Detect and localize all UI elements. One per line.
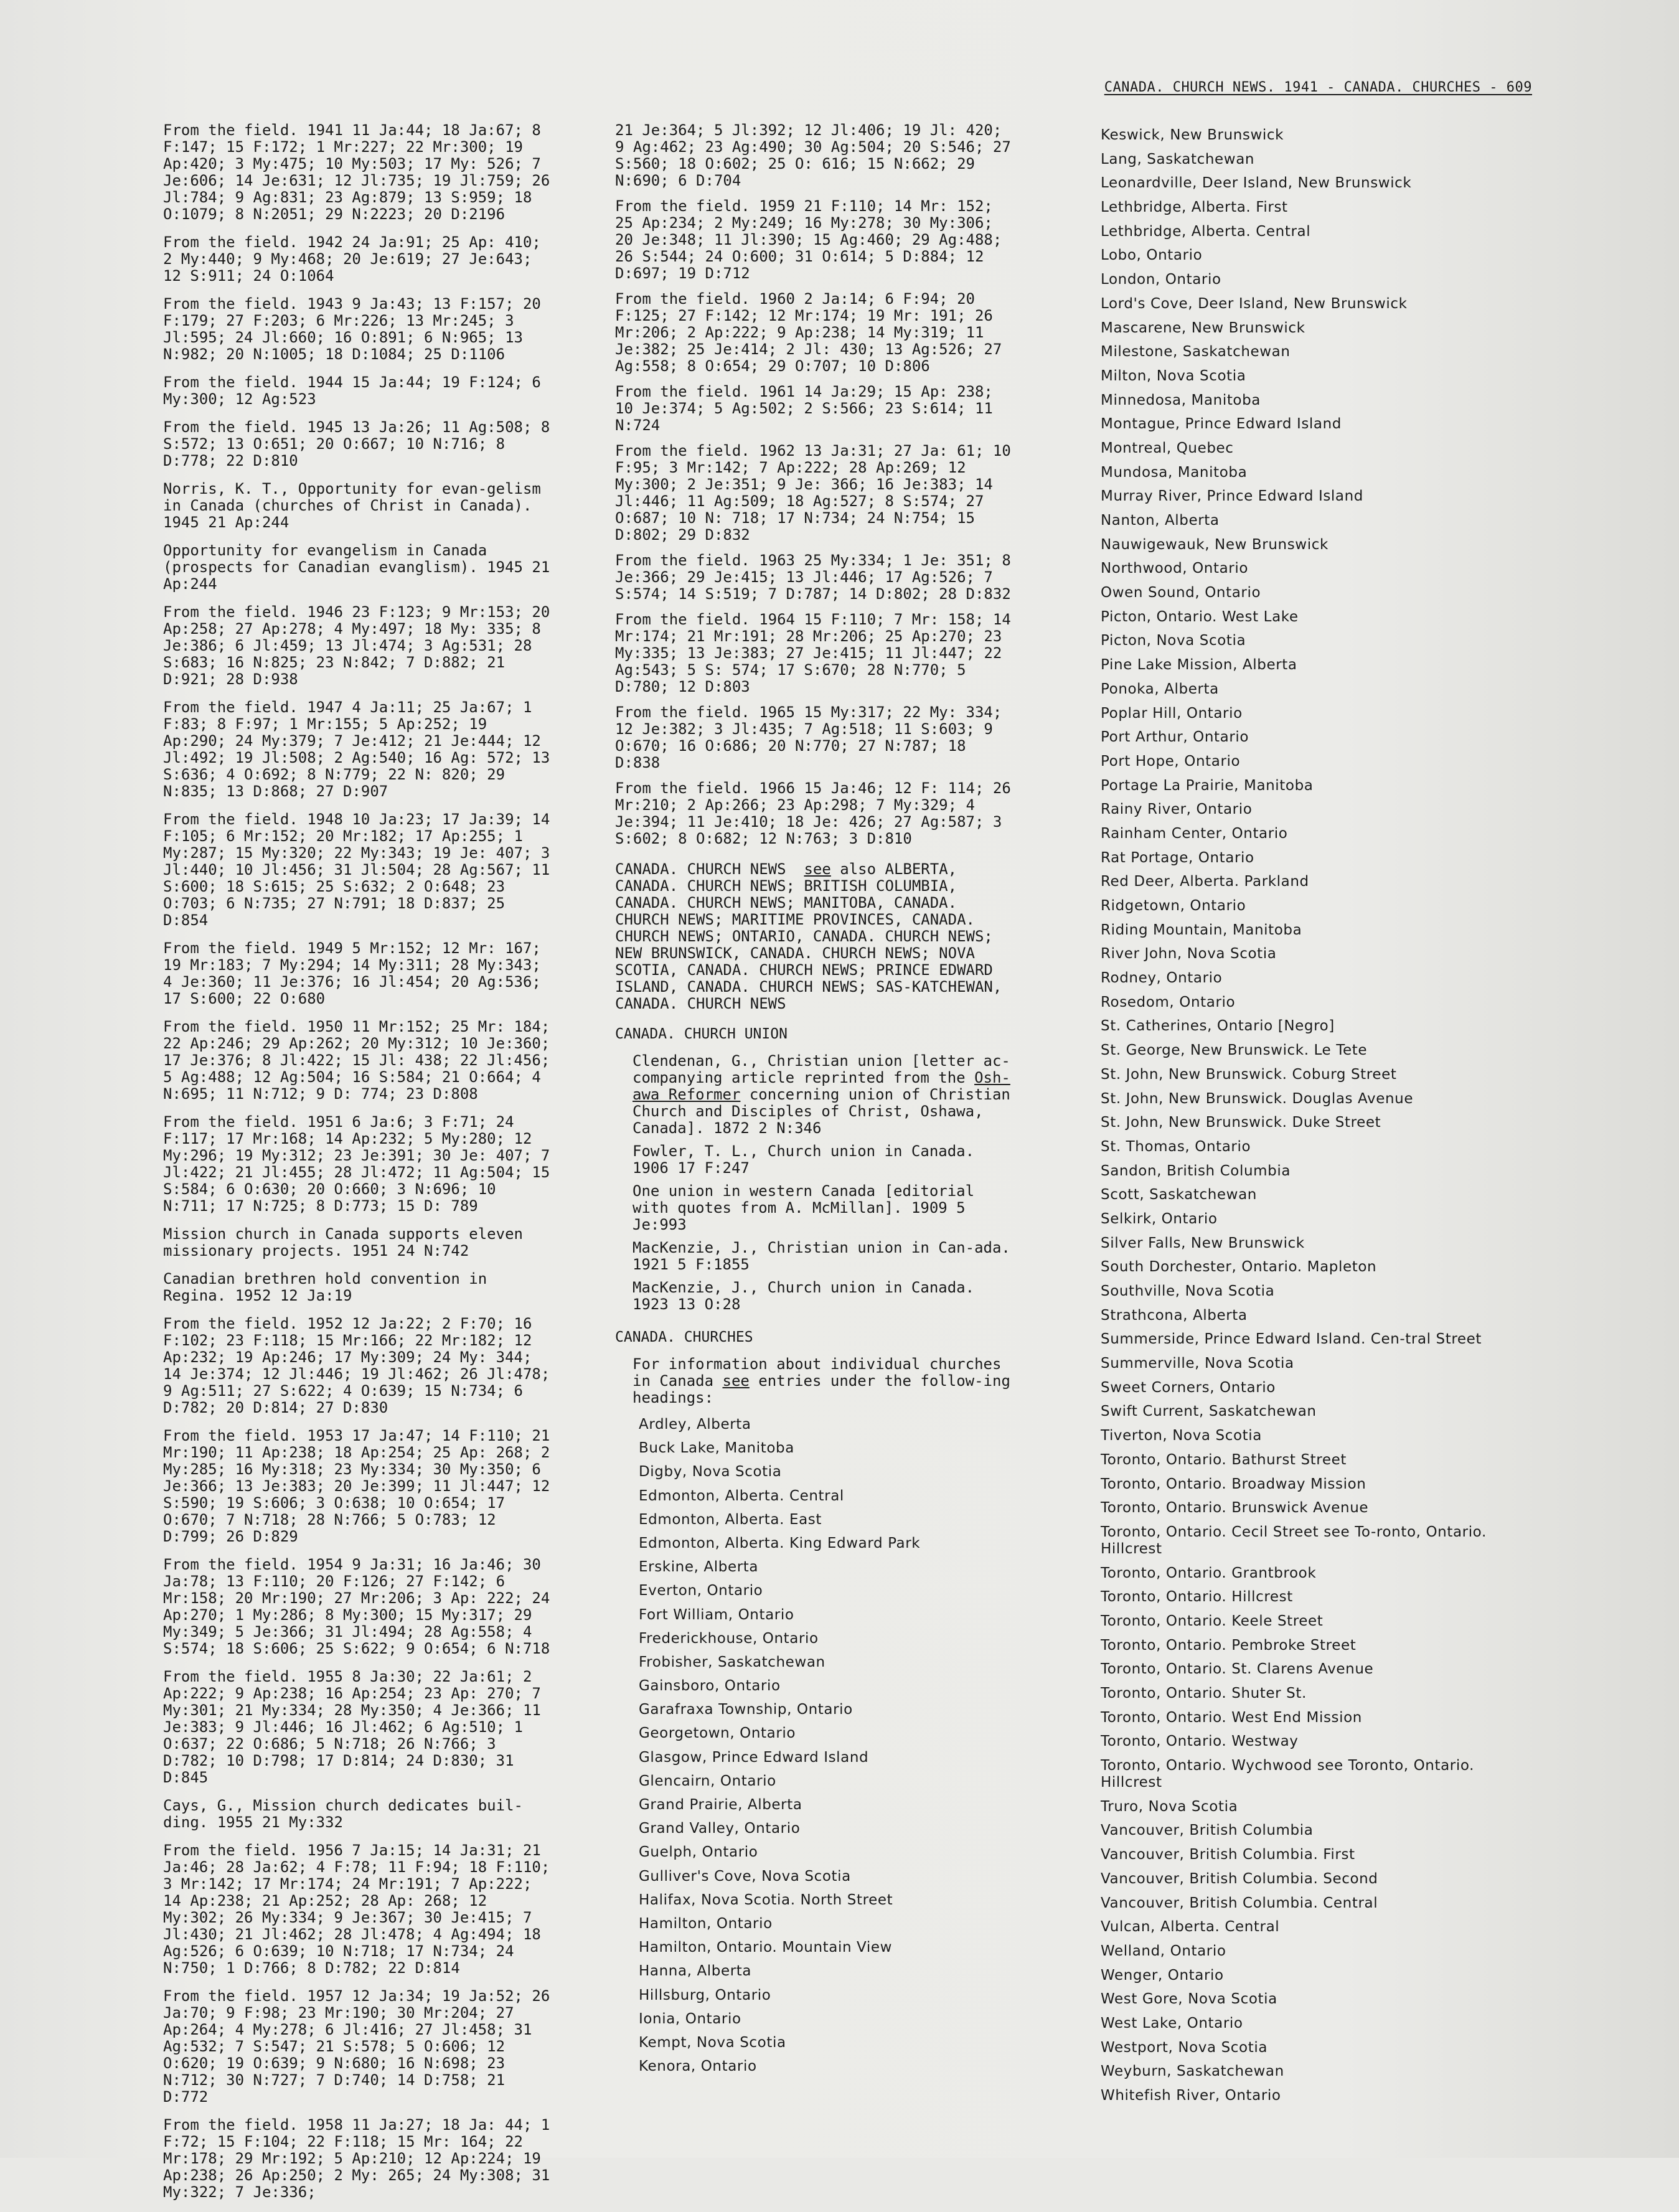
church-list-item[interactable]: Edmonton, Alberta. Central (639, 1487, 844, 1504)
church-list-item[interactable]: London, Ontario (1101, 271, 1221, 288)
index-entry: From the field. 1947 4 Ja:11; 25 Ja:67; 1 F:83; 8 F:97; 1 Mr:155; 5 Ap:252; 19 Ap:290; 24 My:379; 7 Je:412; 21 Je:444; 12 Jl:492; 19 Jl:508; 2 Ag:540; 16 Ag: 572; 13 S:636; 4 O:692; 8 N:779; 22 N: 820; 29 N:835; 13 D:868; 27 D:907 (163, 699, 559, 800)
church-list-item[interactable]: Vancouver, British Columbia. First (1101, 1847, 1355, 1863)
church-list-item[interactable]: Erskine, Alberta (639, 1559, 759, 1576)
church-list-item[interactable]: St. Catherines, Ontario [Negro] (1101, 1018, 1335, 1035)
church-list-item[interactable]: Mundosa, Manitoba (1101, 464, 1248, 481)
intro-text: For information about individual churches in Canada (633, 1355, 1010, 1390)
church-list-item[interactable]: Gainsboro, Ontario (639, 1678, 781, 1695)
church-list-item[interactable]: Rainham Center, Ontario (1101, 825, 1288, 842)
index-entry: From the field. 1945 13 Ja:26; 11 Ag:508; 8 S:572; 13 O:651; 20 O:667; 10 N:716; 8 D:778; 22 D:810 (163, 418, 559, 469)
church-list-item[interactable]: Whitefish River, Ontario (1101, 2087, 1281, 2104)
index-entry: Norris, K. T., Opportunity for evan-gelism in Canada (churches of Christ in Canada). 1945 21 Ap:244 (163, 480, 550, 531)
church-list-item[interactable]: St. George, New Brunswick. Le Tete (1101, 1042, 1368, 1059)
union-entry: One union in western Canada [editorial with quotes from A. McMillan]. 1909 5 Je:993 (633, 1182, 984, 1233)
index-entry: From the field. 1958 11 Ja:27; 18 Ja: 44; 1 F:72; 15 F:104; 22 F:118; 15 Mr: 164; 22 Mr:178; 29 Mr:192; 5 Ap:210; 12 Ap:224; 19 Ap:238; 26 Ap:250; 2 My: 265; 24 My:308; 31 My:322; 7 Je:336; (163, 2116, 559, 2201)
church-list-item[interactable]: Hanna, Alberta (639, 1963, 752, 1980)
church-list-item[interactable]: Pine Lake Mission, Alberta (1101, 657, 1297, 674)
church-list-item[interactable]: Portage La Prairie, Manitoba (1101, 777, 1314, 794)
publication-title: Osh-awa Reformer (633, 1069, 1010, 1103)
church-list-item[interactable]: Guelph, Ontario (639, 1844, 758, 1861)
section-churches: CANADA. CHURCHES (615, 1329, 753, 1345)
church-list-item[interactable]: Swift Current, Saskatchewan (1101, 1403, 1317, 1420)
index-entry: From the field. 1946 23 F:123; 9 Mr:153; 20 Ap:258; 27 Ap:278; 4 My:497; 18 My: 335; 8 Je:386; 6 Jl:459; 13 Jl:474; 3 Ag:531; 28 S:683; 16 N:825; 23 N:842; 7 D:882; 21 D:921; 28 D:938 (163, 603, 559, 688)
church-list-item[interactable]: Mascarene, New Brunswick (1101, 319, 1305, 336)
church-list-item[interactable]: Port Arthur, Ontario (1101, 729, 1249, 746)
see-also-text: also ALBERTA, CANADA. CHURCH NEWS; BRITISH COLUMBIA, CANADA. CHURCH NEWS; MANITOBA, CANADA. CHURCH NEWS; MARITIME PROVINCES, CANADA. CHURCH NEWS; ONTARIO, CANADA. CHURCH NEWS; NEW BRUNSWICK, CANADA. CHURCH NEWS; NOVA SCOTIA, CANADA. CHURCH NEWS; PRINCE EDWARD ISLAND, CANADA. CHURCH NEWS; SAS-KATCHEWAN, CANADA. CHURCH NEWS (615, 860, 1011, 1012)
column-middle (615, 121, 1020, 2081)
index-entry: Cays, G., Mission church dedicates buil-ding. 1955 21 My:332 (163, 1797, 523, 1831)
church-list-item[interactable]: Edmonton, Alberta. East (639, 1511, 822, 1528)
union-entry-text: concerning union of Christian Church and Disciples of Christ, Oshawa, Canada]. 1872 2 N:346 (633, 1086, 1020, 1137)
church-list-item[interactable]: St. John, New Brunswick. Coburg Street (1101, 1066, 1397, 1083)
church-list-item[interactable]: Poplar Hill, Ontario (1101, 705, 1243, 722)
index-entry: From the field. 1948 10 Ja:23; 17 Ja:39; 14 F:105; 6 Mr:152; 20 Mr:182; 17 Ap:255; 1 My:287; 15 My:320; 22 My:343; 19 Je: 407; 3 Jl:440; 10 Jl:456; 31 Jl:504; 28 Ag:567; 11 S:600; 18 S:615; 25 S:632; 2 O:648; 23 O:703; 6 N:735; 27 N:791; 18 D:837; 25 D:854 (163, 811, 559, 929)
church-list-item[interactable]: Frederickhouse, Ontario (639, 1630, 819, 1647)
church-list-item[interactable]: Toronto, Ontario. West End Mission (1101, 1709, 1362, 1726)
index-entry: From the field. 1962 13 Ja:31; 27 Ja: 61; 10 F:95; 3 Mr:142; 7 Ap:222; 28 Ap:269; 12 My:300; 2 Je:351; 9 Je: 366; 16 Je:383; 14 Jl:446; 11 Ag:509; 18 Ag:527; 8 S:574; 27 O:687; 10 N: 718; 17 N:734; 24 N:754; 15 D:802; 29 D:832 (615, 442, 1020, 544)
church-news-continued (615, 121, 1020, 847)
union-entry: Fowler, T. L., Church union in Canada. 1906 17 F:247 (633, 1142, 984, 1177)
church-list-item[interactable]: Georgetown, Ontario (639, 1725, 796, 1742)
index-entry: Opportunity for evangelism in Canada (prospects for Canadian evanglism). 1945 21 Ap:244 (163, 542, 559, 593)
church-list-item[interactable]: Garafraxa Township, Ontario (639, 1701, 853, 1718)
church-list-item[interactable]: Welland, Ontario (1101, 1942, 1226, 1959)
index-entry: From the field. 1959 21 F:110; 14 Mr: 152; 25 Ap:234; 2 My:249; 16 My:278; 30 My:306; 20 Je:348; 11 Jl:390; 15 Ag:460; 29 Ag:488; 26 S:544; 24 O:600; 31 O:614; 5 D:884; 12 D:697; 19 D:712 (615, 197, 1011, 282)
index-entry: From the field. 1963 25 My:334; 1 Je: 351; 8 Je:366; 29 Je:415; 13 Jl:446; 17 Ag:526; 7 S:574; 14 S:519; 7 D:787; 14 D:802; 28 D:832 (615, 552, 1020, 603)
church-list-item[interactable]: Toronto, Ontario. Hillcrest (1101, 1589, 1293, 1606)
church-list-item[interactable]: Keswick, New Brunswick (1101, 127, 1284, 143)
church-list-item[interactable]: Milestone, Saskatchewan (1101, 344, 1291, 360)
church-list-item[interactable]: Red Deer, Alberta. Parkland (1101, 873, 1309, 890)
church-list-item[interactable]: Rat Portage, Ontario (1101, 849, 1254, 866)
index-entry: From the field. 1956 7 Ja:15; 14 Ja:31; 21 Ja:46; 28 Ja:62; 4 F:78; 11 F:94; 18 F:110; 3 Mr:142; 17 Mr:174; 24 Mr:191; 7 Ap:222; 14 Ap:238; 21 Ap:252; 28 Ap: 268; 12 My:302; 26 My:334; 9 Je:367; 30 Je:415; 7 Jl:430; 21 Jl:462; 28 Jl:478; 4 Ag:494; 18 Ag:526; 6 O:639; 10 N:718; 17 N:734; 24 N:750; 1 D:766; 8 D:782; 22 D:814 (163, 1842, 559, 1977)
church-list-item[interactable]: Nauwigewauk, New Brunswick (1101, 536, 1329, 553)
church-list-item[interactable]: St. Thomas, Ontario (1101, 1138, 1251, 1155)
church-list-item[interactable]: Toronto, Ontario. Brunswick Avenue (1101, 1500, 1369, 1517)
church-list-item[interactable]: Rodney, Ontario (1101, 970, 1223, 987)
church-list-item[interactable]: Ponoka, Alberta (1101, 680, 1219, 697)
church-list-item[interactable]: Hamilton, Ontario. Mountain View (639, 1939, 893, 1956)
union-entry (633, 1052, 1020, 1137)
church-list-item[interactable]: Montreal, Quebec (1101, 440, 1234, 456)
index-entry: From the field. 1955 8 Ja:30; 22 Ja:61; 2 Ap:222; 9 Ap:238; 16 Ap:254; 23 Ap: 270; 7 My:301; 21 My:334; 28 My:350; 4 Je:366; 11 Je:383; 9 Jl:446; 16 Jl:462; 6 Ag:510; 1 O:637; 22 O:686; 5 N:718; 26 N:766; 3 D:782; 10 D:798; 17 D:814; 24 D:830; 31 D:845 (163, 1668, 550, 1786)
church-list-item[interactable]: River John, Nova Scotia (1101, 946, 1277, 962)
church-list-item[interactable]: Grand Prairie, Alberta (639, 1797, 802, 1813)
church-list-item[interactable]: Rainy River, Ontario (1101, 801, 1253, 818)
church-list-item[interactable]: Edmonton, Alberta. King Edward Park (639, 1535, 921, 1551)
church-list-item[interactable]: Lord's Cove, Deer Island, New Brunswick (1101, 295, 1408, 312)
church-list-item[interactable]: Summerside, Prince Edward Island. Cen-tral Street (1101, 1331, 1482, 1348)
church-list-item[interactable]: Picton, Nova Scotia (1101, 633, 1246, 649)
church-list-item[interactable]: Toronto, Ontario. Wychwood see Toronto, Ontario. Hillcrest (1101, 1758, 1475, 1791)
church-list-item[interactable]: Toronto, Ontario. Keele Street (1101, 1612, 1324, 1629)
church-list-item[interactable]: Toronto, Ontario. Shuter St. (1101, 1685, 1307, 1701)
index-entry: From the field. 1964 15 F:110; 7 Mr: 158; 14 Mr:174; 21 Mr:191; 28 Mr:206; 25 Ap:270; 23 My:335; 13 Je:383; 27 Je:415; 11 Jl:447; 22 Ag:543; 5 S: 574; 17 S:670; 28 N:770; 5 D:780; 12 D:803 (615, 611, 1020, 695)
index-entry: From the field. 1949 5 Mr:152; 12 Mr: 167; 19 Mr:183; 7 My:294; 14 My:311; 28 My:343; 4 Je:360; 11 Je:376; 16 Jl:454; 20 Ag:536; 17 S:600; 22 O:680 (163, 939, 550, 1007)
church-list-item[interactable]: Minnedosa, Manitoba (1101, 392, 1261, 408)
church-list-item[interactable]: Wenger, Ontario (1101, 1967, 1224, 1984)
church-list-item[interactable]: Murray River, Prince Edward Island (1101, 488, 1363, 505)
church-list-item[interactable]: Vancouver, British Columbia. Second (1101, 1870, 1378, 1887)
church-list-item[interactable]: Ridgetown, Ontario (1101, 898, 1246, 914)
church-list-item[interactable]: Vancouver, British Columbia. Central (1101, 1894, 1378, 1911)
church-list-item[interactable]: Port Hope, Ontario (1101, 753, 1241, 769)
church-list-item[interactable]: Kenora, Ontario (639, 2058, 757, 2075)
church-list-item[interactable]: Lethbridge, Alberta. First (1101, 199, 1288, 216)
see-also-head: CANADA. CHURCH NEWS (615, 860, 786, 878)
church-list-item[interactable]: Picton, Ontario. West Lake (1101, 608, 1299, 625)
index-entry: From the field. 1951 6 Ja:6; 3 F:71; 24 F:117; 17 Mr:168; 14 Ap:232; 5 My:280; 12 My:296; 19 My:312; 23 Je:391; 30 Je: 407; 7 Jl:422; 21 Jl:455; 28 Jl:472; 11 Ag:504; 15 S:584; 6 O:630; 20 O:660; 3 N:696; 10 N:711; 17 N:725; 8 D:773; 15 D: 789 (163, 1113, 559, 1215)
index-entry: From the field. 1942 24 Ja:91; 25 Ap: 410; 2 My:440; 9 My:468; 20 Je:619; 27 Je:643; 12 S:911; 24 O:1064 (163, 233, 550, 285)
index-entry: From the field. 1961 14 Ja:29; 15 Ap: 238; 10 Je:374; 5 Ag:502; 2 S:566; 23 S:614; 11 N:724 (615, 383, 1002, 434)
churches-intro-text (633, 1355, 1020, 1406)
index-entry: From the field. 1953 17 Ja:47; 14 F:110; 21 Mr:190; 11 Ap:238; 18 Ap:254; 25 Ap: 268; 2 My:285; 16 My:318; 23 My:334; 30 My:350; 6 Je:366; 13 Je:383; 20 Je:399; 11 Jl:447; 12 S:590; 19 S:606; 3 O:638; 10 O:654; 17 O:670; 7 N:718; 28 N:766; 5 O:783; 12 D:799; 26 D:829 (163, 1427, 559, 1545)
church-list-item[interactable]: Southville, Nova Scotia (1101, 1283, 1275, 1299)
church-list-item[interactable]: Hamilton, Ontario (639, 1915, 773, 1932)
index-entry: From the field. 1960 2 Ja:14; 6 F:94; 20 F:125; 27 F:142; 12 Mr:174; 19 Mr: 191; 26 Mr:206; 2 Ap:222; 9 Ap:238; 14 My:319; 11 Je:382; 25 Je:414; 2 Jl: 430; 13 Ag:526; 27 Ag:558; 8 O:654; 29 O:707; 10 D:806 (615, 290, 1011, 375)
church-list-item[interactable]: Weyburn, Saskatchewan (1101, 2063, 1284, 2080)
index-entry: From the field. 1965 15 My:317; 22 My: 334; 12 Je:382; 3 Jl:435; 7 Ag:518; 11 S:603; 9 O:670; 16 O:686; 20 N:770; 27 N:787; 18 D:838 (615, 704, 1011, 771)
index-entry: From the field. 1943 9 Ja:43; 13 F:157; 20 F:179; 27 F:203; 6 Mr:226; 13 Mr:245; 3 Jl:595; 24 Jl:660; 16 O:891; 6 N:965; 13 N:982; 20 N:1005; 18 D:1084; 25 D:1106 (163, 295, 550, 363)
union-entry-text: Clendenan, G., Christian union [letter ac-companying article reprinted from the (633, 1052, 1010, 1086)
church-list-item[interactable]: Toronto, Ontario. Grantbrook (1101, 1565, 1317, 1581)
church-list-item[interactable]: Nanton, Alberta (1101, 512, 1220, 529)
index-entry: From the field. 1954 9 Ja:31; 16 Ja:46; 30 Ja:78; 13 F:110; 20 F:126; 27 F:142; 6 Mr:158; 20 Mr:190; 27 Mr:206; 3 Ap: 222; 24 Ap:270; 1 My:286; 8 My:300; 15 My:317; 29 My:349; 5 Je:366; 31 Jl:494; 28 Ag:558; 4 S:574; 18 S:606; 25 S:622; 9 O:654; 6 N:718 (163, 1556, 559, 1657)
section-church-union: CANADA. CHURCH UNION (615, 1026, 788, 1042)
church-list-item[interactable]: Lobo, Ontario (1101, 247, 1203, 264)
church-list-item[interactable]: Toronto, Ontario. Pembroke Street (1101, 1637, 1357, 1654)
church-list-item[interactable]: Scott, Saskatchewan (1101, 1187, 1257, 1203)
church-list-item[interactable]: Frobisher, Saskatchewan (639, 1654, 825, 1670)
index-entry: Mission church in Canada supports eleven missionary projects. 1951 24 N:742 (163, 1225, 532, 1259)
church-union-entries (615, 1052, 1020, 1313)
see-also-entry (615, 861, 1015, 1012)
church-list-item[interactable]: Truro, Nova Scotia (1101, 1798, 1238, 1815)
church-list-item[interactable]: Lang, Saskatchewan (1101, 151, 1255, 167)
church-list-item[interactable]: Everton, Ontario (639, 1583, 763, 1599)
index-entry: Canadian brethren hold convention in Regina. 1952 12 Ja:19 (163, 1270, 496, 1304)
church-list-item[interactable]: Ionia, Ontario (639, 2010, 741, 2027)
church-list-item[interactable]: Toronto, Ontario. Broadway Mission (1101, 1475, 1366, 1492)
church-list-item[interactable]: Rosedom, Ontario (1101, 994, 1236, 1010)
church-list-item[interactable]: Westport, Nova Scotia (1101, 2039, 1268, 2056)
church-list-item[interactable]: Summerville, Nova Scotia (1101, 1355, 1294, 1372)
church-list-item[interactable]: Riding Mountain, Manitoba (1101, 921, 1302, 938)
church-list-item[interactable]: South Dorchester, Ontario. Mapleton (1101, 1259, 1377, 1276)
index-entry: From the field. 1941 11 Ja:44; 18 Ja:67; 8 F:147; 15 F:172; 1 Mr:227; 22 Mr:300; 19 Ap:420; 3 My:475; 10 My:503; 17 My: 526; 7 Je:606; 14 Je:631; 12 Jl:735; 19 Jl:759; 26 Jl:784; 9 Ag:831; 23 Ag:879; 13 S:959; 18 O:1079; 8 N:2051; 29 N:2223; 20 D:2196 (163, 121, 559, 223)
church-list-item[interactable]: Grand Valley, Ontario (639, 1820, 801, 1837)
union-entries-list (633, 1142, 1020, 1313)
church-list-item[interactable]: Gulliver's Cove, Nova Scotia (639, 1868, 851, 1885)
church-list-item[interactable]: Glasgow, Prince Edward Island (639, 1749, 869, 1766)
index-entry: From the field. 1966 15 Ja:46; 12 F: 114; 26 Mr:210; 2 Ap:266; 23 Ap:298; 7 My:329; 4 Je:394; 11 Je:410; 18 Je: 426; 27 Ag:587; 3 S:602; 8 O:682; 12 N:763; 3 D:810 (615, 779, 1020, 847)
index-entry: From the field. 1952 12 Ja:22; 2 F:70; 16 F:102; 23 F:118; 15 Mr:166; 22 Mr:182; 12 Ap:232; 19 Ap:246; 17 My:309; 24 My: 344; 14 Je:374; 12 Jl:446; 19 Jl:462; 26 Jl:478; 9 Ag:511; 27 S:622; 4 O:639; 15 N:734; 6 D:782; 20 D:814; 27 D:830 (163, 1315, 559, 1416)
church-list-item[interactable]: Northwood, Ontario (1101, 560, 1249, 577)
column-left (163, 122, 557, 2212)
union-entry: MacKenzie, J., Christian union in Can-ada. 1921 5 F:1855 (633, 1239, 1020, 1273)
church-list-item[interactable]: Montague, Prince Edward Island (1101, 416, 1342, 433)
church-list-item[interactable]: Ardley, Alberta (639, 1416, 751, 1433)
church-list-item[interactable]: St. John, New Brunswick. Douglas Avenue (1101, 1090, 1414, 1107)
church-list-item[interactable]: Toronto, Ontario. Cecil Street see To-ronto, Ontario. Hillcrest (1101, 1523, 1487, 1557)
church-list-item[interactable]: Vancouver, British Columbia (1101, 1822, 1314, 1839)
church-list-middle (615, 1415, 1015, 2076)
church-list-item[interactable]: Silver Falls, New Brunswick (1101, 1235, 1305, 1251)
index-entry: From the field. 1957 12 Ja:34; 19 Ja:52; 26 Ja:70; 9 F:98; 23 Mr:190; 30 Mr:204; 27 Ap:264; 4 My:278; 6 Jl:416; 27 Jl:458; 31 Ag:532; 7 S:547; 21 S:578; 5 O:606; 12 O:620; 19 O:639; 9 N:680; 16 N:698; 23 N:712; 30 N:727; 7 D:740; 14 D:758; 21 D:772 (163, 1987, 559, 2106)
intro-text: entries under the follow-ing headings: (633, 1372, 1020, 1406)
churches-intro (615, 1355, 1020, 1406)
church-list-item[interactable]: West Lake, Ontario (1101, 2015, 1243, 2031)
church-list-item[interactable]: Vulcan, Alberta. Central (1101, 1919, 1280, 1936)
church-list-item[interactable]: Fort William, Ontario (639, 1606, 794, 1623)
church-list-item[interactable]: Lethbridge, Alberta. Central (1101, 223, 1311, 240)
church-list-item[interactable]: Kempt, Nova Scotia (639, 2034, 786, 2051)
church-list-item[interactable]: Selkirk, Ontario (1101, 1210, 1218, 1227)
church-list-item[interactable]: Leonardville, Deer Island, New Brunswick (1101, 175, 1412, 192)
see-link[interactable]: see (722, 1372, 750, 1390)
running-header: CANADA. CHURCH NEWS. 1941 - CANADA. CHURCHES - 609 (1104, 80, 1532, 95)
union-entry: MacKenzie, J., Church union in Canada. 1923 13 O:28 (633, 1279, 984, 1313)
church-list-item[interactable]: St. John, New Brunswick. Duke Street (1101, 1114, 1381, 1131)
church-list-item[interactable]: Toronto, Ontario. St. Clarens Avenue (1101, 1661, 1374, 1678)
church-list-item[interactable]: Toronto, Ontario. Westway (1101, 1733, 1299, 1750)
church-list-item[interactable]: Tiverton, Nova Scotia (1101, 1428, 1262, 1444)
church-list-item[interactable]: Buck Lake, Manitoba (639, 1440, 794, 1457)
church-list-item[interactable]: Glencairn, Ontario (639, 1772, 776, 1789)
see-link[interactable]: see (804, 860, 831, 878)
column-right (1101, 127, 1493, 2112)
church-list-item[interactable]: Strathcona, Alberta (1101, 1307, 1248, 1324)
church-list-item[interactable]: West Gore, Nova Scotia (1101, 1991, 1277, 2008)
church-list-item[interactable]: Owen Sound, Ontario (1101, 585, 1261, 601)
church-list-item[interactable]: Toronto, Ontario. Bathurst Street (1101, 1451, 1347, 1468)
index-entry: From the field. 1944 15 Ja:44; 19 F:124; 6 My:300; 12 Ag:523 (163, 374, 550, 408)
church-list-item[interactable]: Halifax, Nova Scotia. North Street (639, 1891, 893, 1908)
church-list-item[interactable]: Hillsburg, Ontario (639, 1987, 771, 2003)
church-list-item[interactable]: Sweet Corners, Ontario (1101, 1379, 1276, 1396)
index-entry: From the field. 1950 11 Mr:152; 25 Mr: 184; 22 Ap:246; 29 Ap:262; 20 My:312; 10 Je:360; 17 Je:376; 8 Jl:422; 15 Jl: 438; 22 Jl:456; 5 Ag:488; 12 Ag:504; 16 S:584; 21 O:664; 4 N:695; 11 N:712; 9 D: 774; 23 D:808 (163, 1018, 559, 1103)
church-list-item[interactable]: Milton, Nova Scotia (1101, 367, 1246, 384)
church-list-item[interactable]: Digby, Nova Scotia (639, 1464, 782, 1480)
index-entry: 21 Je:364; 5 Jl:392; 12 Jl:406; 19 Jl: 420; 9 Ag:462; 23 Ag:490; 30 Ag:504; 20 S:546; 27 S:560; 18 O:602; 25 O: 616; 15 N:662; 29 N:690; 6 D:704 (615, 121, 1020, 189)
church-list-item[interactable]: Sandon, British Columbia (1101, 1162, 1291, 1179)
